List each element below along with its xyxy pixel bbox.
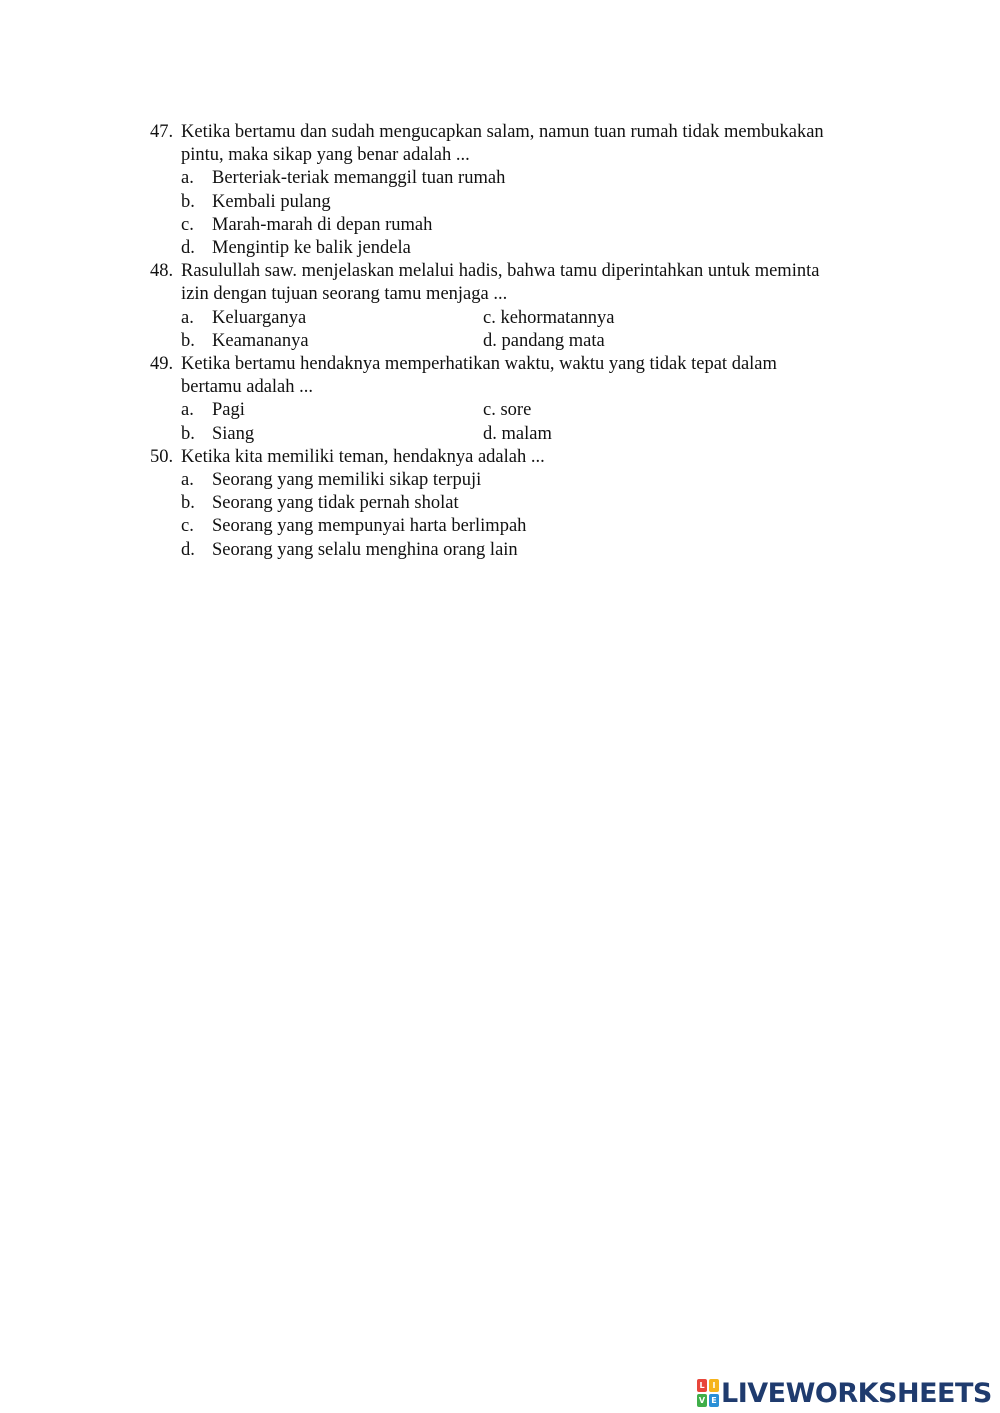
- option-letter: b.: [181, 191, 195, 212]
- option-letter: d.: [181, 238, 195, 259]
- option-text: c. kehormatannya: [483, 307, 615, 328]
- option-list: [181, 167, 910, 260]
- option-text: Mengintip ke balik jendela: [212, 238, 411, 259]
- option-list: [181, 307, 910, 353]
- option-text: Keamananya: [212, 330, 309, 351]
- option-text: Seorang yang tidak pernah sholat: [212, 493, 459, 514]
- option-letter: b.: [181, 493, 195, 514]
- question-text-line: bertamu adalah ...: [181, 377, 314, 398]
- option-d[interactable]: [181, 237, 910, 260]
- option-letter: d.: [181, 539, 195, 560]
- option-b[interactable]: [181, 191, 910, 214]
- question-text: [181, 121, 910, 167]
- question-number: 49.: [150, 354, 174, 375]
- option-letter: b.: [181, 330, 195, 351]
- question-number: 48.: [150, 261, 174, 282]
- option-text: d. malam: [483, 423, 552, 444]
- option-letter: c.: [181, 214, 194, 235]
- option-a[interactable]: [181, 307, 483, 330]
- option-row: [181, 423, 910, 446]
- question-text-line: Ketika bertamu dan sudah mengucapkan salam, namun tuan rumah tidak membukakan: [181, 122, 824, 142]
- question-list: [150, 121, 910, 562]
- option-d[interactable]: [483, 330, 910, 353]
- option-d[interactable]: [181, 539, 910, 562]
- question-48: [150, 260, 910, 353]
- option-letter: a.: [181, 307, 194, 328]
- option-c[interactable]: [483, 399, 910, 422]
- option-b[interactable]: [181, 330, 483, 353]
- liveworksheets-logo-icon: [697, 1379, 719, 1407]
- question-text-line: Ketika bertamu hendaknya memperhatikan waktu, waktu yang tidak tepat dalam: [181, 354, 777, 375]
- option-c[interactable]: [181, 214, 910, 237]
- question-50: [150, 446, 910, 562]
- question-text: [181, 446, 910, 469]
- option-row: [181, 399, 910, 422]
- option-text: Marah-marah di depan rumah: [212, 214, 433, 235]
- question-number: 50.: [150, 446, 174, 467]
- option-a[interactable]: [181, 167, 910, 190]
- option-text: Siang: [212, 423, 255, 444]
- logo-tile: I: [709, 1379, 719, 1392]
- option-letter: b.: [181, 423, 195, 444]
- option-text: Berteriak-teriak memanggil tuan rumah: [212, 168, 506, 189]
- question-text: [181, 353, 910, 399]
- option-list: [181, 399, 910, 445]
- option-row: [181, 307, 910, 330]
- option-a[interactable]: [181, 399, 483, 422]
- option-list: [181, 469, 910, 562]
- brand-text: LIVEWORKSHEETS: [721, 1377, 992, 1409]
- question-text: [181, 260, 910, 306]
- option-letter: c.: [181, 516, 194, 537]
- option-b[interactable]: [181, 492, 910, 515]
- option-row: [181, 330, 910, 353]
- question-text-line: Rasulullah saw. menjelaskan melalui hadis, bahwa tamu diperintahkan untuk meminta: [181, 261, 820, 282]
- option-letter: a.: [181, 470, 194, 491]
- question-text-line: pintu, maka sikap yang benar adalah ...: [181, 145, 470, 166]
- option-text: Seorang yang selalu menghina orang lain: [212, 539, 518, 560]
- option-c[interactable]: [483, 307, 910, 330]
- option-letter: a.: [181, 400, 194, 421]
- option-a[interactable]: [181, 469, 910, 492]
- option-text: Seorang yang mempunyai harta berlimpah: [212, 516, 527, 537]
- logo-tile: L: [697, 1379, 707, 1392]
- option-text: Kembali pulang: [212, 191, 331, 212]
- option-text: Seorang yang memiliki sikap terpuji: [212, 470, 482, 491]
- liveworksheets-brand: [697, 1377, 992, 1409]
- option-d[interactable]: [483, 423, 910, 446]
- option-b[interactable]: [181, 423, 483, 446]
- option-text: Pagi: [212, 400, 245, 421]
- option-text: c. sore: [483, 400, 532, 421]
- question-49: [150, 353, 910, 446]
- option-text: d. pandang mata: [483, 330, 605, 351]
- question-text-line: Ketika kita memiliki teman, hendaknya adalah ...: [181, 446, 545, 467]
- question-text-line: izin dengan tujuan seorang tamu menjaga ...: [181, 284, 508, 305]
- logo-tile: V: [698, 1396, 706, 1405]
- logo-tile: E: [709, 1394, 719, 1407]
- question-47: [150, 121, 910, 260]
- question-number: 47.: [150, 122, 174, 142]
- option-text: Keluarganya: [212, 307, 307, 328]
- option-letter: a.: [181, 168, 194, 189]
- option-c[interactable]: [181, 515, 910, 538]
